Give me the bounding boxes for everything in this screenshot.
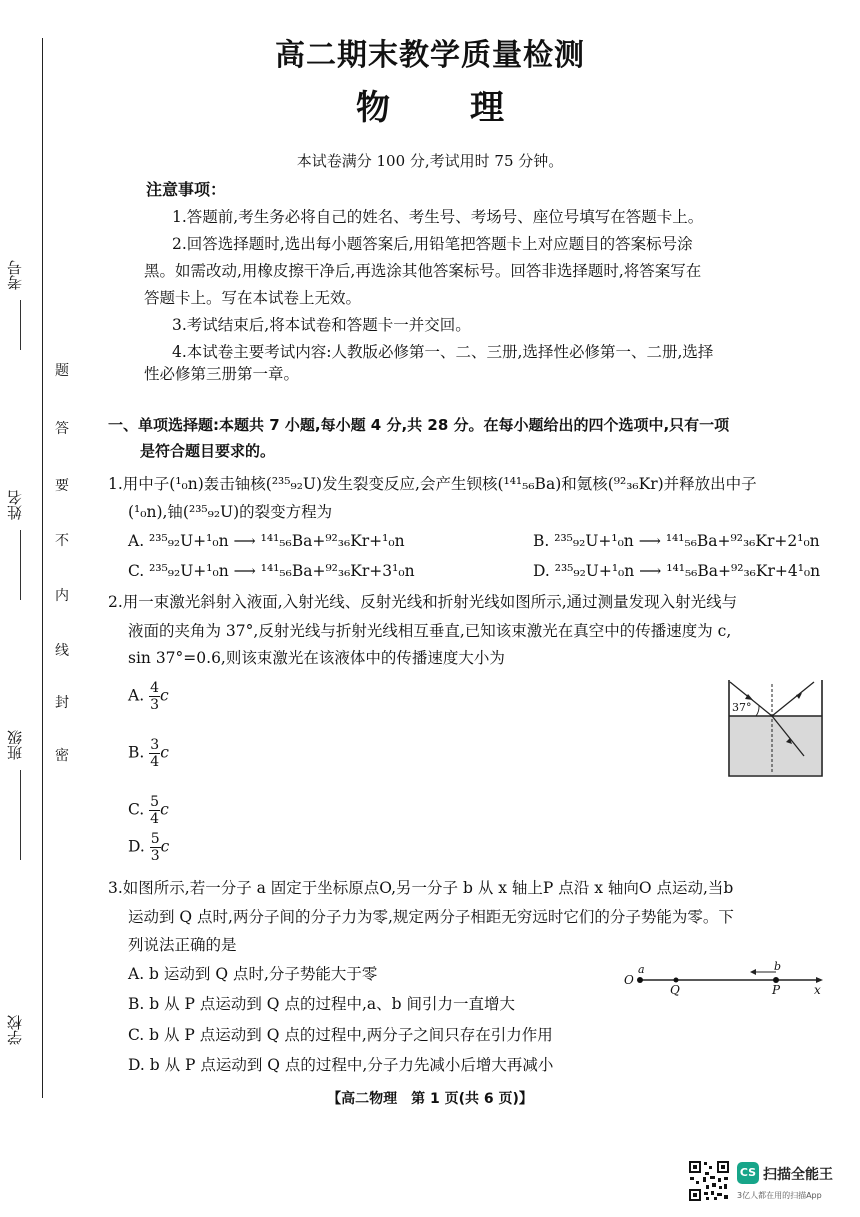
- numerator: 5: [150, 794, 160, 810]
- q3-option-b: B. b 从 P 点运动到 Q 点的过程中,a、b 间引力一直增大: [128, 995, 515, 1013]
- exam-meta: 本试卷满分 100 分,考试用时 75 分钟。: [296, 152, 564, 170]
- q3-stem: 3.如图所示,若一分子 a 固定于坐标原点O,另一分子 b 从 x 轴上P 点沿 x 轴向O 点运动,当b: [108, 879, 734, 897]
- notice-line: 答题卡上。写在本试卷上无效。: [144, 289, 362, 307]
- fraction: [149, 680, 160, 713]
- arrow-icon: [750, 969, 756, 975]
- notice-heading: 注意事项：: [146, 180, 227, 199]
- q1-option-c: C. ²³⁵₉₂U+¹₀n ⟶ ¹⁴¹₅₆Ba+⁹²₃₆Kr+3¹₀n: [128, 562, 415, 580]
- notice-line: 黑。如需改动,用橡皮擦干净后,再选涂其他答案标号。回答非选择题时,将答案写在: [144, 262, 702, 280]
- molecule-a: [637, 977, 643, 983]
- x-axis-label: x: [814, 983, 821, 997]
- q1-option-b: B. ²³⁵₉₂U+¹₀n ⟶ ¹⁴¹₅₆Ba+⁹²₃₆Kr+2¹₀n: [533, 532, 820, 550]
- q2-option-b: [128, 737, 169, 770]
- molecule-a-label: a: [638, 963, 645, 976]
- binding-line: [42, 38, 43, 1098]
- denominator: 4: [150, 811, 160, 827]
- fraction: [150, 831, 161, 864]
- qr-code-icon: [688, 1160, 730, 1202]
- seal-char: 答: [55, 421, 69, 437]
- q2-option-c: [128, 794, 169, 827]
- scanner-name: 扫描全能王: [763, 1167, 833, 1183]
- class-label: 班级: [6, 730, 24, 760]
- denominator: 4: [150, 754, 160, 770]
- seal-char: 不: [55, 533, 69, 549]
- numerator: 4: [150, 680, 159, 696]
- notice-line: 2.回答选择题时,选出每小题答案后,用铅笔把答题卡上对应题目的答案标号涂: [172, 235, 693, 253]
- seal-char: 线: [55, 643, 69, 659]
- option-letter: B.: [128, 743, 145, 762]
- seal-char: 题: [55, 363, 69, 379]
- section-heading: 一、单项选择题:本题共 7 小题,每小题 4 分,共 28 分。在每小题给出的四个选项中,只有一项: [108, 416, 730, 434]
- q3-option-d: D. b 从 P 点运动到 Q 点的过程中,分子力先减小后增大再减小: [128, 1056, 554, 1074]
- angle-label: 37°: [732, 701, 752, 714]
- denominator: 3: [150, 848, 160, 864]
- q1-option-d: D. ²³⁵₉₂U+¹₀n ⟶ ¹⁴¹₅₆Ba+⁹²₃₆Kr+4¹₀n: [533, 562, 821, 580]
- option-letter: D.: [128, 837, 145, 856]
- q3-option-c: C. b 从 P 点运动到 Q 点的过程中,两分子之间只存在引力作用: [128, 1026, 553, 1044]
- camscanner-logo-icon: CS: [737, 1162, 759, 1184]
- seal-char: 要: [55, 478, 69, 494]
- option-letter: A.: [128, 686, 145, 705]
- q2-stem-cont: 液面的夹角为 37°,反射光线与折射光线相互垂直,已知该束激光在真空中的传播速度为 c,: [128, 622, 732, 640]
- molecule-axis-figure: [620, 958, 830, 998]
- class-blank: [20, 770, 21, 860]
- molecule-b-label: b: [774, 960, 782, 973]
- exam-number-label: 考号: [6, 260, 24, 290]
- q2-option-a: [128, 680, 169, 713]
- angle-arc: [756, 706, 759, 716]
- page-footer: 【高二物理 第 1 页(共 6 页)】: [327, 1091, 533, 1107]
- exam-title: 高二期末教学质量检测: [275, 38, 585, 73]
- numerator: 5: [150, 831, 160, 847]
- q2-stem: 2.用一束激光斜射入液面,入射光线、反射光线和折射光线如图所示,通过测量发现入射光线与: [108, 593, 738, 611]
- option-letter: C.: [128, 800, 145, 819]
- seal-char: 密: [55, 748, 69, 764]
- exam-number-blank: [20, 300, 21, 350]
- name-blank: [20, 530, 21, 600]
- point-p-label: P: [772, 983, 781, 997]
- q1-stem: 1.用中子(¹₀n)轰击铀核(²³⁵₉₂U)发生裂变反应,会产生钡核(¹⁴¹₅₆Ba)和氪核(⁹²₃₆Kr)并释放出中子: [108, 475, 757, 493]
- point-q-label: Q: [670, 983, 680, 997]
- section-heading-cont: 是符合题目要求的。: [140, 442, 276, 460]
- notice-line: 4.本试卷主要考试内容:人教版必修第一、二、三册,选择性必修第一、二册,选择: [172, 343, 714, 361]
- origin-label: O: [624, 973, 634, 987]
- numerator: 3: [150, 737, 160, 753]
- q3-stem-cont: 列说法正确的是: [128, 936, 237, 954]
- speed-symbol: c: [160, 743, 169, 762]
- laser-refraction-figure: [726, 676, 826, 780]
- speed-symbol: c: [159, 686, 169, 705]
- speed-symbol: c: [160, 800, 169, 819]
- reflected-ray: [772, 682, 814, 716]
- subject-title: [0, 80, 860, 129]
- notice-line: 3.考试结束后,将本试卷和答题卡一并交回。: [172, 316, 471, 334]
- seal-char: 内: [55, 588, 69, 604]
- name-label: 姓名: [6, 490, 24, 520]
- liquid-region: [730, 716, 821, 775]
- q1-option-a: A. ²³⁵₉₂U+¹₀n ⟶ ¹⁴¹₅₆Ba+⁹²₃₆Kr+¹₀n: [128, 532, 405, 550]
- point-q: [674, 978, 679, 983]
- denominator: 3: [150, 697, 159, 713]
- fraction: [149, 794, 160, 827]
- q3-stem-cont: 运动到 Q 点时,两分子间的分子力为零,规定两分子相距无穷远时它们的分子势能为零。下: [128, 908, 734, 926]
- notice-line: 性必修第三册第一章。: [144, 365, 300, 383]
- q2-option-d: [128, 831, 169, 864]
- speed-symbol: c: [160, 837, 170, 856]
- notice-line: 1.答题前,考生务必将自己的姓名、考生号、考场号、座位号填写在答题卡上。: [172, 208, 704, 226]
- q3-option-a: A. b 运动到 Q 点时,分子势能大于零: [128, 965, 378, 983]
- school-label: 学校: [6, 1015, 24, 1045]
- seal-char: 封: [55, 695, 69, 711]
- subject-char: 物: [356, 88, 390, 128]
- subject-char: 理: [470, 88, 504, 128]
- scanner-tagline: 3亿人都在用的扫描App: [737, 1191, 822, 1200]
- q2-stem-cont: sin 37°=0.6,则该束激光在该液体中的传播速度大小为: [128, 649, 505, 667]
- fraction: [149, 737, 160, 770]
- q1-stem-cont: (¹₀n),铀(²³⁵₉₂U)的裂变方程为: [128, 503, 333, 521]
